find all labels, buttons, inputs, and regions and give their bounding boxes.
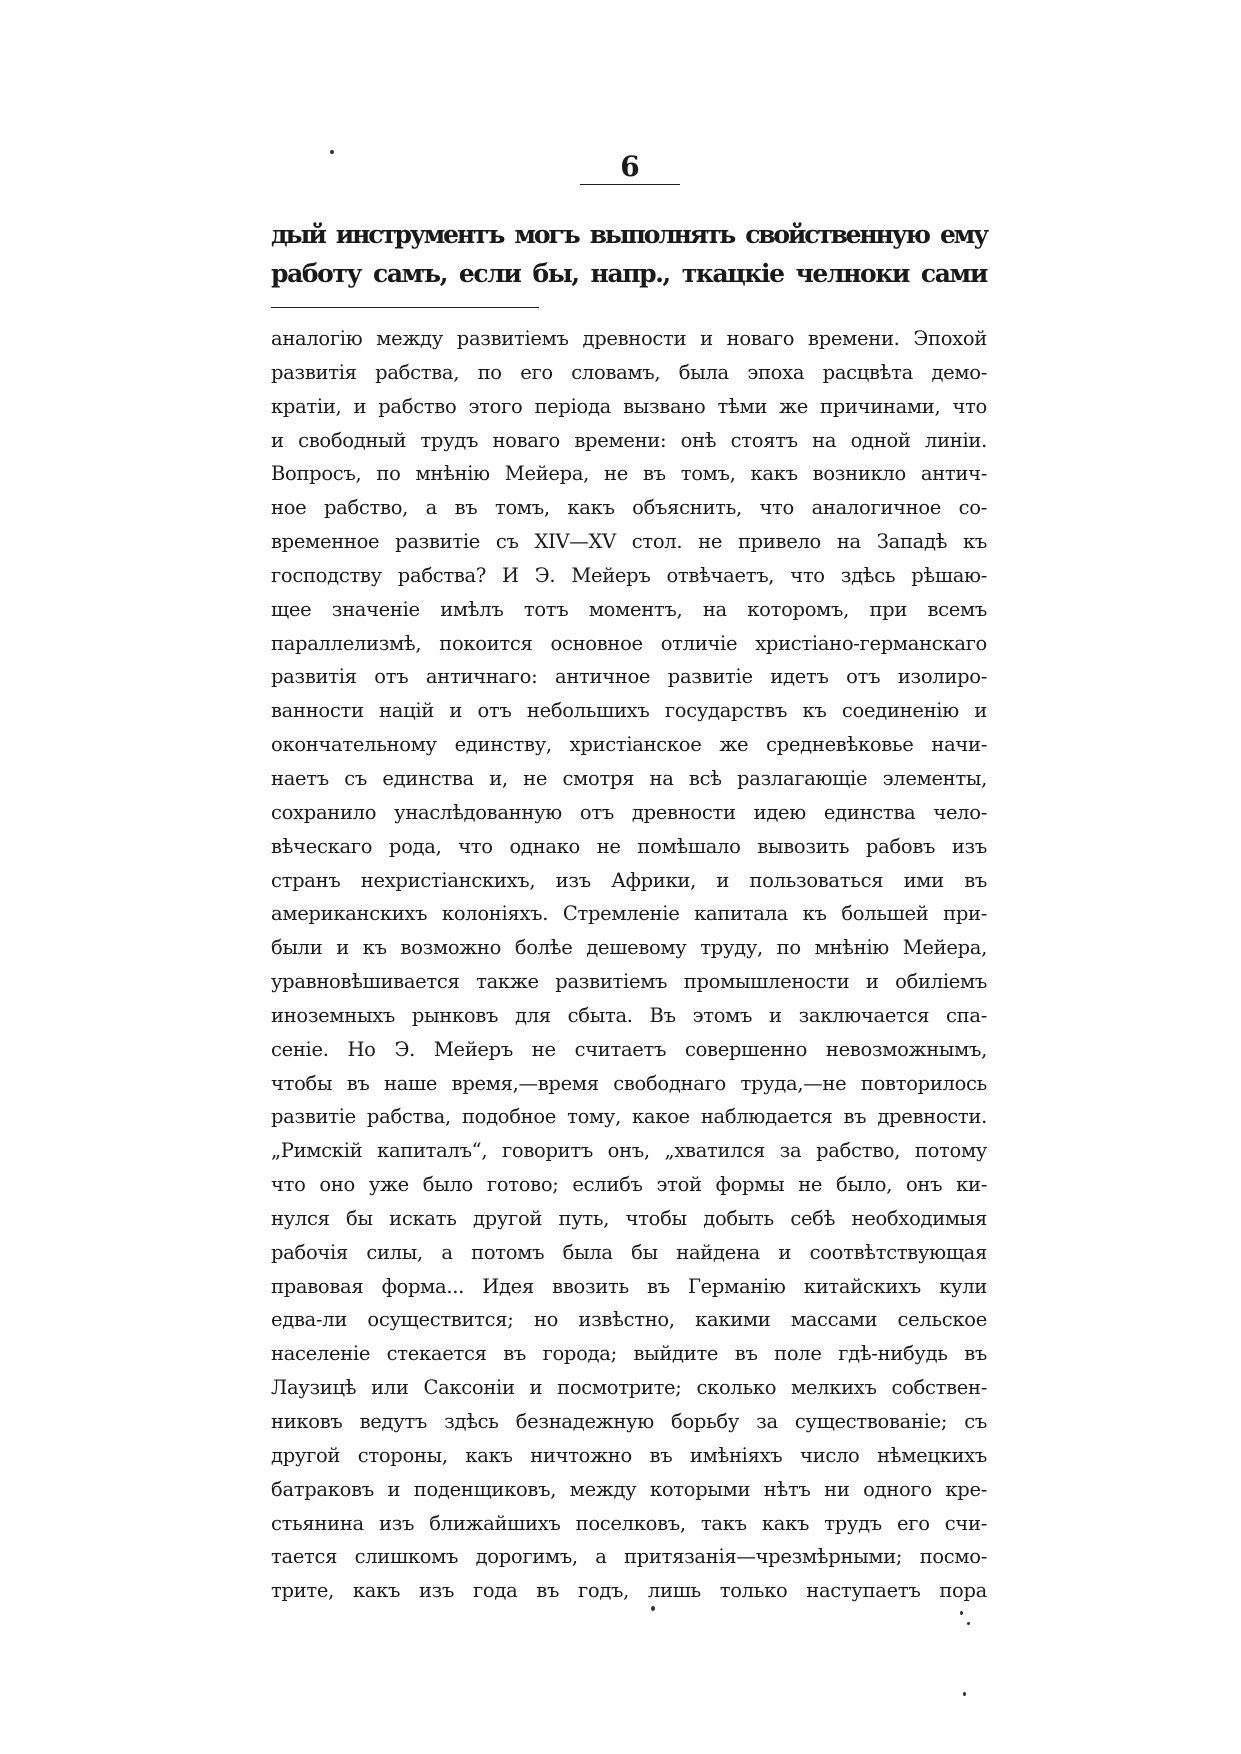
footnote-line: никовъ ведутъ здѣсь безнадежную борьбу за существованіе; съ <box>271 1410 987 1433</box>
page-number-rule <box>580 184 680 185</box>
footnote-line: странъ нехристіанскихъ, изъ Африки, и пользоваться ими въ <box>271 868 987 892</box>
footnote-line: Лаузицѣ или Саксоніи и посмотрите; сколько мелкихъ собствен- <box>271 1376 987 1400</box>
footnote-line: трите, какъ изъ года въ годъ, лишь только наступаетъ пора <box>271 1579 987 1603</box>
footnote-line: сохранило унаслѣдованную отъ древности идею единства чело- <box>271 800 987 824</box>
footnote-line: аналогію между развитіемъ древности и новаго времени. Эпохой <box>271 327 987 350</box>
footnote-line: американскихъ колоніяхъ. Стремленіе капитала къ большей при- <box>271 902 987 926</box>
main-text <box>271 215 987 293</box>
footnote-line: вѣческаго рода, что однако не помѣшало вывозить рабовъ изъ <box>271 834 987 858</box>
footnote-line: господству рабства? И Э. Мейеръ отвѣчаетъ, что здѣсь рѣшаю- <box>271 563 987 587</box>
footnote-line: сеніе. Но Э. Мейеръ не считаетъ совершенно невозможнымъ, <box>271 1037 987 1061</box>
footnote-rule <box>271 307 539 308</box>
footnote-line: ное рабство, а въ томъ, какъ объяснить, что аналогичное со- <box>271 496 987 520</box>
footnote-line: Вопросъ, по мнѣнію Мейера, не въ томъ, какъ возникло антич- <box>271 462 987 486</box>
scan-speck <box>960 1611 963 1615</box>
scan-speck <box>963 1692 966 1696</box>
footnote-line: чтобы въ наше время,—время свободнаго труда,—не повторилось <box>271 1071 987 1095</box>
footnote-line: наетъ съ единства и, не смотря на всѣ разлагающіе элементы, <box>271 766 987 790</box>
footnote-line: правовая форма... Идея ввозить въ Германію китайскихъ кули <box>271 1274 987 1298</box>
footnote-line: кратіи, и рабство этого періода вызвано тѣми же причинами, что <box>271 394 987 418</box>
footnote-line: „Римскій капиталъ“, говоритъ онъ, „хватился за рабство, потому <box>271 1139 987 1163</box>
footnote-line: рабочія силы, а потомъ была бы найдена и соотвѣтствующая <box>271 1240 987 1264</box>
footnote-line: стьянина изъ ближайшихъ поселковъ, такъ какъ трудъ его счи- <box>271 1511 987 1535</box>
scan-speck <box>651 1606 655 1611</box>
main-text-line: дый инструментъ могъ выполнять свойственную ему <box>271 220 987 249</box>
footnote-line: нулся бы искать другой путь, чтобы добыть себѣ необходимыя <box>271 1206 987 1230</box>
footnote-line: были и къ возможно болѣе дешевому труду, по мнѣнію Мейера, <box>271 936 987 960</box>
footnote-line: ванности націй и отъ небольшихъ государствъ къ соединенію и <box>271 699 987 723</box>
scan-speck <box>330 150 334 154</box>
footnote-line: временное развитіе съ XIV—XV стол. не привело на Западѣ къ <box>271 530 987 554</box>
footnote-line: развитія отъ античнаго: античное развитіе идетъ отъ изолиро- <box>271 665 987 689</box>
footnote-line: развитія рабства, по его словамъ, была эпоха расцвѣта демо- <box>271 360 987 384</box>
footnote-line: едва-ли осуществится; но извѣстно, какими массами сельское <box>271 1308 987 1332</box>
footnote-text <box>271 322 987 1608</box>
footnote-line: иноземныхъ рынковъ для сбыта. Въ этомъ и заключается спа- <box>271 1003 987 1027</box>
footnote-line: щее значеніе имѣлъ тотъ моментъ, на которомъ, при всемъ <box>271 597 987 621</box>
footnote-line: и свободный трудъ новаго времени: онѣ стоятъ на одной линіи. <box>271 428 987 452</box>
page-number: 6 <box>620 150 640 183</box>
main-text-line: работу самъ, если бы, напр., ткацкіе челноки сами <box>271 259 987 288</box>
footnote-line: развитіе рабства, подобное тому, какое наблюдается въ древности. <box>271 1105 987 1129</box>
scan-speck <box>967 1622 970 1625</box>
footnote-line: другой стороны, какъ ничтожно въ имѣніяхъ число нѣмецкихъ <box>271 1443 987 1467</box>
footnote-line: тается слишкомъ дорогимъ, а притязанія—чрезмѣрными; посмо- <box>271 1545 987 1569</box>
footnote-line: батраковъ и поденщиковъ, между которыми нѣтъ ни одного кре- <box>271 1477 987 1501</box>
footnote-line: параллелизмѣ, покоится основное отличіе христіано-германскаго <box>271 631 987 655</box>
footnote-line: населеніе стекается въ города; выйдите въ поле гдѣ-нибудь въ <box>271 1342 987 1366</box>
footnote-line: что оно уже было готово; еслибъ этой формы не было, онъ ки- <box>271 1173 987 1197</box>
footnote-line: окончательному единству, христіанское же средневѣковье начи- <box>271 733 987 757</box>
footnote-line: уравновѣшивается также развитіемъ промышлености и обиліемъ <box>271 970 987 994</box>
